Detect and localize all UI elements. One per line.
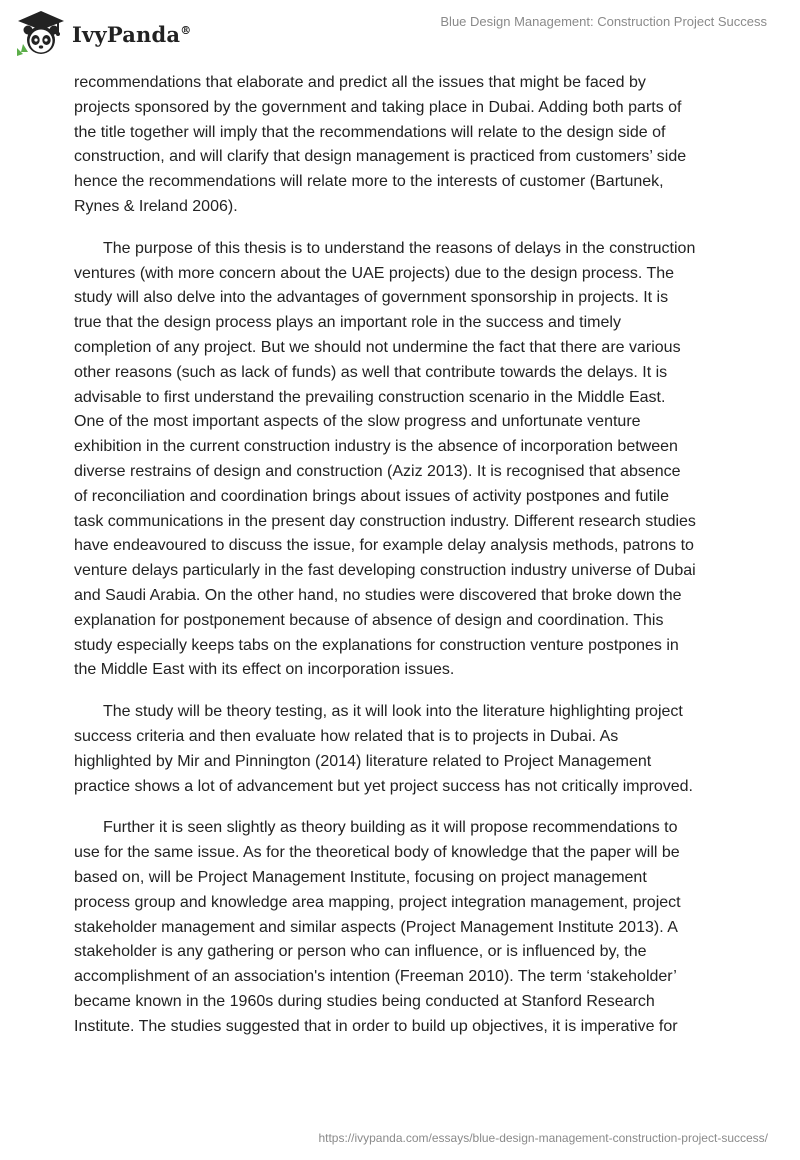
paragraph-2: The purpose of this thesis is to understand the reasons of delays in the construction ventures (with more concern about the UAE projects) due to the design process. The study will also delve into the advantages of government sponsorship in projects. It is true that the design process plays an important role in the success and timely completion of any project. But we should not undermine the fact that there are various other reasons (such as lack of funds) as well that contribute towards the delays. It is advisable to first understand the prevailing construction scenario in the Middle East. One of the most important aspects of the slow progress and unfortunate venture exhibition in the current construction industry is the absence of incorporation between diverse restrains of design and construction (Aziz 2013). It is recognised that absence of reconciliation and coordination brings about issues of activity postpones and futile task communications in the present day construction industry. Different research studies have endeavoured to discuss the issue, for example delay analysis methods, patrons to venture delays particularly in the fast developing construction industry universe of Dubai and Saudi Arabia. On the other hand, no studies were discovered that broke down the explanation for postponement because of absence of design and coordination. This study especially keeps tabs on the explanations for construction venture postpones in the Middle East with its effect on incorporation issues. xyxy=(74,239,696,679)
document-title: Blue Design Management: Construction Project Success xyxy=(440,14,767,29)
registered-mark: ® xyxy=(180,23,192,37)
paragraph-3: The study will be theory testing, as it will look into the literature highlighting project success criteria and then evaluate how related that is to projects in Dubai. As highlighted by Mir and Pinnington (2014) literature related to Project Management practice shows a lot of advancement but yet project success has not critically improved. xyxy=(74,703,693,795)
brand-name: IvyPanda® xyxy=(72,21,192,47)
source-url-link[interactable]: https://ivypanda.com/essays/blue-design-management-construction-project-success/ xyxy=(318,1131,768,1145)
panda-graduation-cap-icon xyxy=(14,8,68,58)
paragraph-4: Further it is seen slightly as theory building as it will propose recommendations to use for the same issue. As for the theoretical body of knowledge that the paper will be based on, will be Project Management Institute, focusing on project management process group and knowledge area mapping, project integration management, project stakeholder management and similar aspects (Project Management Institute 2013). A stakeholder is any gathering or person who can influence, or is influenced by, the accomplishment of an association's intention (Freeman 2010). The term ‘stakeholder’ became known in the 1960s during studies being conducted at Stanford Research Institute. The studies suggested that in order to build up objectives, it is imperative for xyxy=(74,819,681,1035)
essay-body xyxy=(74,71,728,1056)
paragraph-1: recommendations that elaborate and predict all the issues that might be faced by projects sponsored by the government and taking place in Dubai. Adding both parts of the title together will imply that the recommendations will relate to the design side of construction, and will clarify that design management is practiced from customers’ side hence the recommendations will relate more to the interests of customer (Bartunek, Rynes & Ireland 2006). xyxy=(74,74,687,215)
page-header xyxy=(0,0,800,70)
brand-logo[interactable] xyxy=(14,8,191,58)
